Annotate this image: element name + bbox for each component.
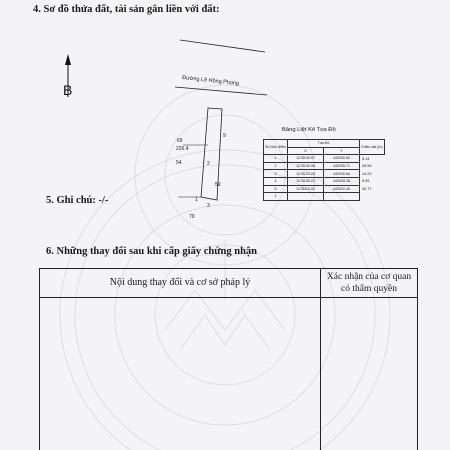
authority-header-line2: có thẩm quyền	[341, 284, 397, 294]
cell-y: 442928.38	[323, 177, 359, 185]
section-4-heading: 4. Sơ đồ thửa đất, tài sản gắn liền với đất:	[33, 4, 220, 15]
cell-point: 2	[264, 162, 288, 170]
cell-length: 5.99	[361, 179, 370, 184]
cell-x: 1178149.36	[287, 162, 323, 170]
cell-y: 442930.84	[323, 170, 359, 178]
label-3: 3	[207, 203, 210, 209]
cell-length	[359, 193, 384, 201]
cell-length: 5.14	[361, 156, 370, 161]
authority-header-line1: Xác nhận của cơ quan	[326, 272, 412, 282]
coord-table-title: Bảng Liệt Kê Tọa Độ	[282, 127, 336, 133]
changes-content-header: Nội dung thay đổi và cơ sở pháp lý	[109, 277, 251, 288]
coord-table	[263, 139, 385, 201]
label-59: 59	[215, 182, 221, 188]
cell-x: 1178123.25	[287, 170, 323, 178]
cell-point: 1	[264, 193, 288, 201]
changes-table	[39, 268, 418, 450]
table-row	[264, 177, 385, 185]
cell-x: 1178110.02	[287, 185, 323, 193]
header-y: Y	[323, 147, 359, 155]
header-point: Số hiệu điểm	[264, 140, 288, 155]
cell-y: 442935.71	[323, 162, 359, 170]
cell-point: 3	[264, 170, 288, 178]
cell-y: 442922.45	[323, 185, 359, 193]
section-6-heading: 6. Những thay đổi sau khi cấp giấy chứng nhận	[46, 246, 258, 257]
north-label: B	[63, 82, 73, 98]
label-2: 2	[207, 161, 210, 167]
cell-length: 26.56	[361, 164, 372, 169]
label-69: 69	[177, 138, 183, 144]
authority-confirmation-header	[321, 271, 417, 295]
header-x: X	[287, 147, 323, 155]
cell-length: 14.23	[361, 171, 372, 176]
label-9: 9	[223, 133, 226, 139]
header-coord: Tọa Độ	[287, 140, 359, 148]
section-5-heading: 5. Ghi chú: -/-	[46, 195, 109, 206]
label-2264: 226.4	[176, 146, 189, 152]
cell-x: 1178149.97	[287, 155, 323, 163]
cell-point: 4	[264, 177, 288, 185]
label-54: 54	[176, 160, 182, 166]
table-row	[264, 185, 385, 193]
cell-x: 1178109.22	[287, 177, 323, 185]
table-row	[264, 170, 385, 178]
street-name: Đường Lê Hồng Phong	[181, 75, 240, 87]
table-row	[264, 140, 385, 148]
label-70: 70	[189, 214, 195, 220]
header-divider	[40, 297, 417, 298]
label-1: 1	[195, 197, 198, 203]
cell-y	[323, 193, 359, 201]
cell-y: 442930.60	[323, 155, 359, 163]
north-arrow-icon	[63, 54, 72, 98]
table-row	[264, 162, 385, 170]
header-length: Chiều dài (m)	[359, 140, 384, 155]
table-row	[264, 193, 385, 201]
cell-point: 1	[264, 155, 288, 163]
table-row	[264, 155, 385, 163]
cell-length: 40.77	[361, 186, 372, 191]
cell-point: 5	[264, 185, 288, 193]
cell-x	[287, 193, 323, 201]
